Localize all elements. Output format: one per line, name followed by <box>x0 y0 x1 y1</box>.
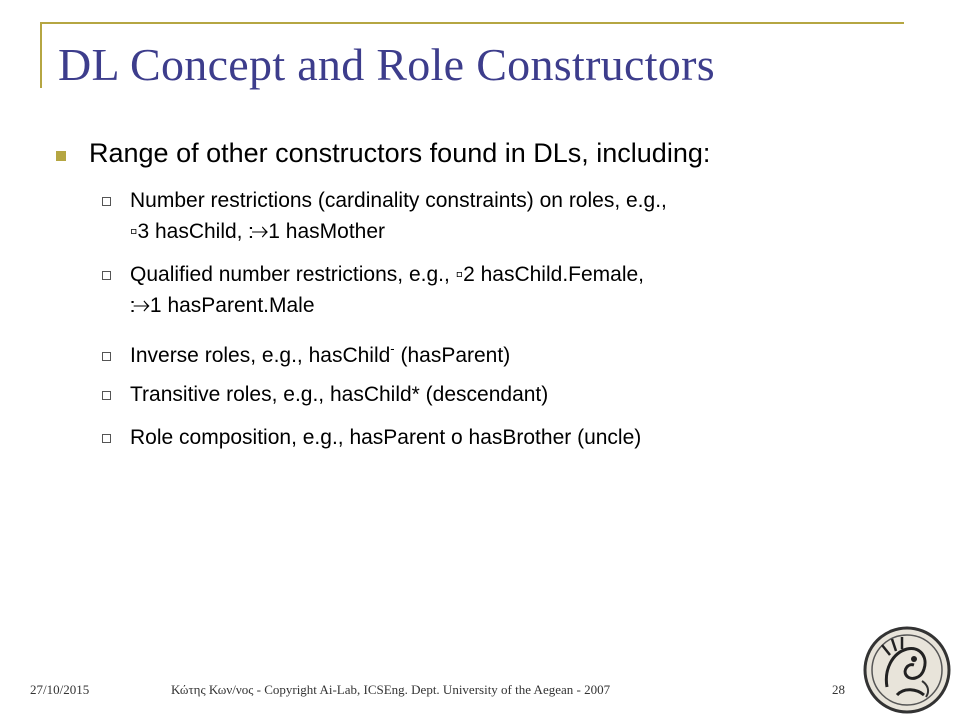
hollow-square-bullet-icon <box>102 391 111 400</box>
hollow-square-bullet-icon <box>102 352 111 361</box>
sub-bullet-text-line: Qualified number restrictions, e.g., ▫2 hasChild.Female, <box>130 263 645 286</box>
sub-bullet-text-line: ▫3 hasChild, ⧴1 hasMother <box>130 220 385 243</box>
footer-credit: Κώτης Κων/νος - Copyright Ai-Lab, ICSEng. Dept. University of the Aegean - 2007 <box>171 682 611 697</box>
square-bullet-icon <box>56 151 66 161</box>
page-number: 28 <box>832 682 845 697</box>
sub-bullet-text-line: Number restrictions (cardinality constraints) on roles, e.g., <box>130 189 667 212</box>
sub-bullet-text: Transitive roles, e.g., hasChild* (descendant) <box>130 383 549 406</box>
hollow-square-bullet-icon <box>102 434 111 443</box>
top-border-line <box>40 22 904 24</box>
hollow-square-bullet-icon <box>102 197 111 206</box>
sub-bullet-text-line: ⧴1 hasParent.Male <box>130 294 315 317</box>
sub-bullet-text-tail: (hasParent) <box>394 344 511 367</box>
slide-title: DL Concept and Role Constructors <box>58 39 715 90</box>
hollow-square-bullet-icon <box>102 271 111 280</box>
university-seal-icon <box>862 625 952 715</box>
inverse-superscript: - <box>390 341 395 356</box>
sub-bullet-text: Role composition, e.g., hasParent o hasBrother (uncle) <box>130 426 642 449</box>
left-border-line <box>40 22 42 88</box>
main-bullet-text: Range of other constructors found in DLs, including: <box>89 138 711 168</box>
sub-bullet-text: Inverse roles, e.g., hasChild <box>130 344 391 367</box>
footer-date: 27/10/2015 <box>30 682 90 697</box>
